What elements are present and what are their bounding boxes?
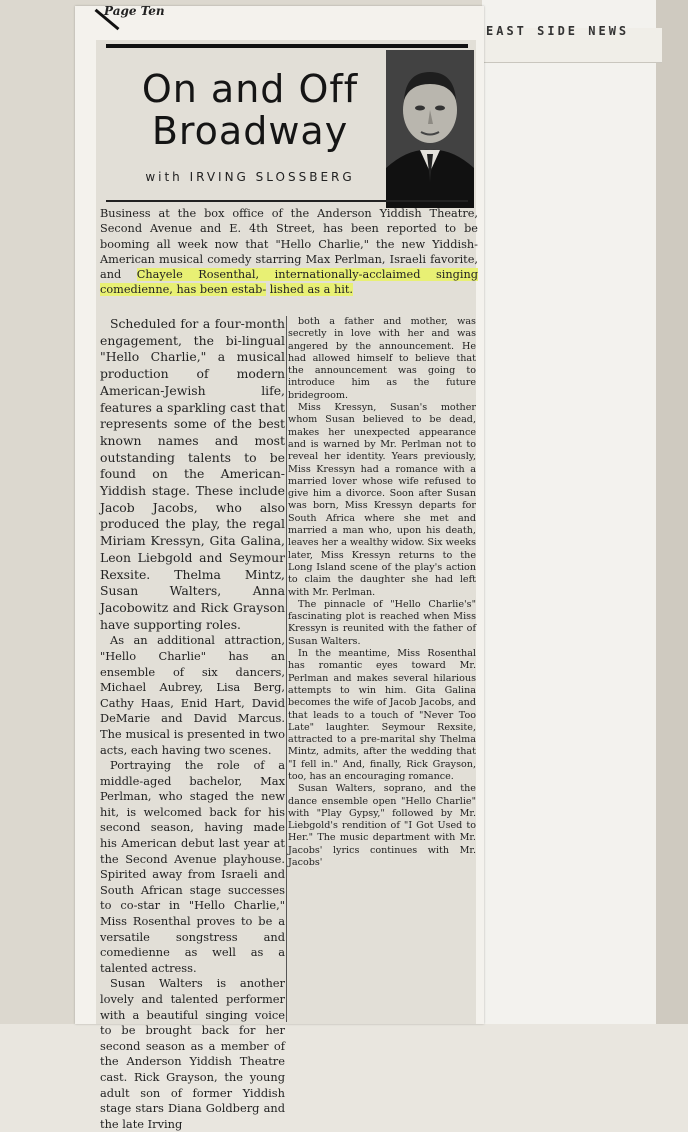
highlighted-text-end: lished as a hit. [269,283,354,297]
paragraph: Susan Walters, soprano, and the dance ensemble open "Hello Charlie" with "Play Gypsy," followed by Mr. Liebgold's rendition of "I Got Used to Her." The music department with Mr. Jacobs' lyrics continues with Mr. Jacobs' [288,783,476,869]
column-top-rule [106,44,468,48]
article-lead [100,206,478,298]
bleed-through-text [560,402,565,417]
paragraph: Scheduled for a four-month engagement, the bi-lingual "Hello Charlie," a musical production of modern American-Jewish life, features a sparkling cast that represents some of the best known names and most outstanding talents to be found on the American-Yiddish stage. These include Jacob Jacobs, who also produced the play, the regal Miriam Kressyn, Gita Galina, Leon Liebgold and Seymour Rexsite. Thelma Mintz, Susan Walters, Anna Jacobowitz and Rick Grayson have supporting roles. [100,316,285,632]
column-title [120,68,380,152]
header-rule [106,200,468,202]
page-label: Page Ten [104,4,165,18]
portrait-image [386,50,474,208]
paragraph: In the meantime, Miss Rosenthal has romantic eyes toward Mr. Perlman and makes several hilarious attempts to win him. Gita Galina becomes the wife of Jacob Jacobs, and that leads to a touch of "Never Too Late" laughter. Seymour Rexsite, attracted to a pre-marital shy Thelma Mintz, admits, after the wedding that "I fell in." And, finally, Rick Grayson, too, has an encouraging romance. [288,648,476,782]
byline: with IRVING SLOSSBERG [145,170,355,184]
paragraph: Portraying the role of a middle-aged bachelor, Max Perlman, who staged the new hit, is welcomed back for his second season, having made his American debut last year at the Second Avenue playhouse. Spirited away from Israeli and South African stage successes to co-star in "Hello Charlie," Miss Rosenthal proves to be a versatile songstress and comedienne as well as a talented actress. [100,758,285,975]
adjacent-page-edge [656,0,688,1024]
article-column-left [100,316,285,1131]
column-divider [286,316,287,1022]
paragraph: The pinnacle of "Hello Charlie's" fascinating plot is reached when Miss Kressyn is reunited with the father of Susan Walters. [288,598,476,647]
paragraph: Miss Kressyn, Susan's mother whom Susan believed to be dead, makes her unexpected appearance and is warned by Mr. Perlman not to reveal her identity. Years previously, Miss Kressyn had a romance with a married lover whose wife refused to give him a divorce. Soon after Susan was born, Miss Kressyn departs for South Africa where she met and married a man who, upon his death, leaves her a wealthy widow. Six weeks later, Miss Kressyn returns to the Long Island scene of the play's action to claim the daughter she had left with Mr. Perlman. [288,402,476,598]
paragraph: Susan Walters is another lovely and talented performer with a beautiful singing voice to be brought back for her second season as a member of the Anderson Yiddish Theatre cast. Rick Grayson, the young adult son of former Yiddish stage stars Diana Goldberg and the late Irving [100,976,285,1131]
column-title-line1: On and Off [141,67,359,111]
paragraph: both a father and mother, was secretly in love with her and was angered by the announcement. He had allowed himself to believe that the announcement was going to introduce him as the future bridegroom. [288,316,476,401]
paragraph: As an additional attraction, "Hello Charlie" has an ensemble of six dancers, Michael Aubrey, Lisa Berg, Cathy Haas, Enid Hart, David DeMarie and David Marcus. The musical is presented in two acts, each having two scenes. [100,633,285,757]
column-title-line2: Broadway [151,109,349,153]
article-column-right [288,316,476,1022]
newspaper-name: EAST SIDE NEWS [486,24,630,38]
highlighted-text: Chayele Rosenthal, internationally-acclaimed singing comedienne, has been estab- [100,268,479,297]
columnist-portrait [386,50,474,208]
lead-text: Business at the box office of the Anderson Yiddish Theatre, Second Avenue and E. 4th Street, has been reported to be booming all week now that "Hello Charlie," the new Yiddish-American musical comedy starring Max Perlman, Israeli favorite, and [100,207,478,282]
